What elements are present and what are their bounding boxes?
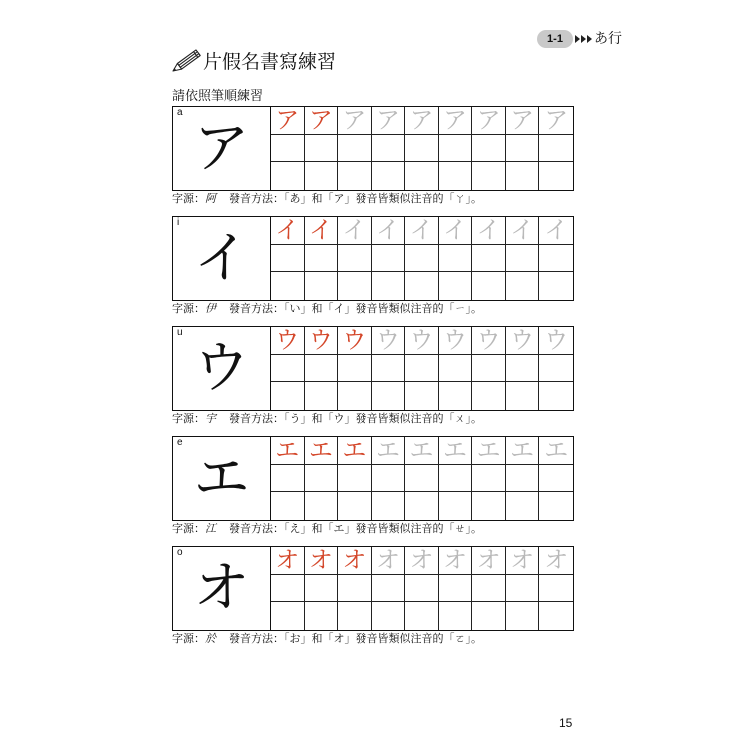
blank-practice-cell bbox=[305, 162, 339, 190]
model-katakana: オ bbox=[193, 555, 250, 621]
tracing-cell bbox=[439, 217, 473, 245]
practice-block-u bbox=[172, 326, 574, 411]
model-character-box bbox=[173, 217, 271, 300]
blank-practice-cell bbox=[472, 492, 506, 520]
blank-practice-cell bbox=[506, 465, 540, 493]
blank-practice-cell bbox=[305, 272, 339, 300]
tracing-cell bbox=[405, 107, 439, 135]
model-katakana: イ bbox=[193, 225, 250, 291]
tracing-cell bbox=[539, 107, 573, 135]
practice-grid bbox=[271, 437, 573, 520]
blank-practice-cell bbox=[372, 465, 406, 493]
tracing-cell bbox=[372, 217, 406, 245]
tracing-cell bbox=[539, 547, 573, 575]
blank-practice-cell bbox=[271, 272, 305, 300]
tracing-cell bbox=[506, 217, 540, 245]
blank-practice-cell bbox=[372, 382, 406, 410]
blank-practice-cell bbox=[338, 382, 372, 410]
source-character: 阿 bbox=[205, 192, 216, 205]
tracing-cell bbox=[439, 107, 473, 135]
trace-glyph: オ bbox=[476, 547, 501, 575]
blank-practice-cell bbox=[305, 245, 339, 273]
blank-practice-cell bbox=[305, 465, 339, 493]
tracing-cell bbox=[372, 547, 406, 575]
blank-practice-cell bbox=[338, 602, 372, 630]
blank-practice-cell bbox=[338, 355, 372, 383]
tracing-cell bbox=[405, 547, 439, 575]
stroke-order-glyph: ウ bbox=[342, 327, 367, 355]
blank-practice-cell bbox=[439, 245, 473, 273]
tracing-cell bbox=[271, 217, 305, 245]
blank-practice-cell bbox=[539, 162, 573, 190]
trace-glyph: オ bbox=[544, 547, 569, 575]
blank-practice-cell bbox=[338, 465, 372, 493]
blank-practice-cell bbox=[439, 575, 473, 603]
blank-practice-cell bbox=[405, 492, 439, 520]
trace-glyph: イ bbox=[342, 217, 367, 245]
trace-glyph: エ bbox=[409, 437, 434, 465]
trace-glyph: ア bbox=[342, 107, 367, 135]
blank-practice-cell bbox=[472, 272, 506, 300]
blank-practice-cell bbox=[506, 602, 540, 630]
tracing-cell bbox=[539, 217, 573, 245]
blank-practice-cell bbox=[439, 162, 473, 190]
source-label: 字源： bbox=[172, 632, 205, 645]
tracing-cell bbox=[472, 107, 506, 135]
tracing-cell bbox=[305, 437, 339, 465]
blank-practice-cell bbox=[405, 245, 439, 273]
trace-glyph: イ bbox=[476, 217, 501, 245]
stroke-order-glyph: エ bbox=[342, 437, 367, 465]
tracing-cell bbox=[439, 547, 473, 575]
pronunciation-note: 發音方法：「お」和「オ」發音皆類似注音的「ㄛ」。 bbox=[229, 632, 482, 645]
trace-glyph: エ bbox=[443, 437, 468, 465]
tracing-cell bbox=[305, 327, 339, 355]
tracing-cell bbox=[506, 107, 540, 135]
practice-grid bbox=[271, 547, 573, 630]
tracing-cell bbox=[338, 547, 372, 575]
tracing-cell bbox=[338, 107, 372, 135]
source-label: 字源： bbox=[172, 302, 205, 315]
source-character: 伊 bbox=[205, 302, 216, 315]
blank-practice-cell bbox=[271, 382, 305, 410]
blank-practice-cell bbox=[539, 492, 573, 520]
tracing-cell bbox=[439, 437, 473, 465]
pronunciation-note: 發音方法：「え」和「エ」發音皆類似注音的「ㄝ」。 bbox=[229, 522, 482, 535]
blank-practice-cell bbox=[539, 272, 573, 300]
stroke-order-glyph: エ bbox=[275, 437, 300, 465]
trace-glyph: エ bbox=[375, 437, 400, 465]
character-note bbox=[172, 302, 482, 316]
blank-practice-cell bbox=[439, 272, 473, 300]
blank-practice-cell bbox=[506, 382, 540, 410]
blank-practice-cell bbox=[506, 272, 540, 300]
blank-practice-cell bbox=[372, 162, 406, 190]
trace-glyph: ア bbox=[510, 107, 535, 135]
tracing-cell bbox=[338, 217, 372, 245]
tracing-cell bbox=[405, 437, 439, 465]
blank-practice-cell bbox=[372, 492, 406, 520]
romaji-label: u bbox=[177, 327, 183, 338]
blank-practice-cell bbox=[472, 465, 506, 493]
pencil-icon bbox=[171, 49, 201, 73]
blank-practice-cell bbox=[439, 382, 473, 410]
blank-practice-cell bbox=[539, 465, 573, 493]
tracing-cell bbox=[539, 327, 573, 355]
tracing-cell bbox=[506, 547, 540, 575]
romaji-label: a bbox=[177, 107, 183, 118]
pronunciation-note: 發音方法：「あ」和「ア」發音皆類似注音的「ㄚ」。 bbox=[229, 192, 482, 205]
section-number: 1-1 bbox=[537, 30, 573, 48]
tracing-cell bbox=[338, 327, 372, 355]
blank-practice-cell bbox=[405, 602, 439, 630]
stroke-order-glyph: ウ bbox=[275, 327, 300, 355]
trace-glyph: エ bbox=[476, 437, 501, 465]
source-character: 宇 bbox=[205, 412, 216, 425]
blank-practice-cell bbox=[305, 492, 339, 520]
stroke-order-glyph: ア bbox=[275, 107, 300, 135]
trace-glyph: ア bbox=[443, 107, 468, 135]
trace-glyph: オ bbox=[375, 547, 400, 575]
blank-practice-cell bbox=[271, 162, 305, 190]
blank-practice-cell bbox=[405, 355, 439, 383]
tracing-cell bbox=[271, 327, 305, 355]
blank-practice-cell bbox=[305, 575, 339, 603]
blank-practice-cell bbox=[472, 162, 506, 190]
tracing-cell bbox=[305, 217, 339, 245]
practice-block-a bbox=[172, 106, 574, 191]
blank-practice-cell bbox=[372, 602, 406, 630]
tracing-cell bbox=[439, 327, 473, 355]
blank-practice-cell bbox=[439, 465, 473, 493]
tracing-cell bbox=[372, 327, 406, 355]
tracing-cell bbox=[372, 107, 406, 135]
tracing-cell bbox=[338, 437, 372, 465]
blank-practice-cell bbox=[271, 465, 305, 493]
tracing-cell bbox=[271, 107, 305, 135]
blank-practice-cell bbox=[506, 575, 540, 603]
blank-practice-cell bbox=[271, 245, 305, 273]
trace-glyph: イ bbox=[409, 217, 434, 245]
stroke-order-glyph: ア bbox=[308, 107, 333, 135]
instruction-text: 請依照筆順練習 bbox=[172, 89, 264, 104]
blank-practice-cell bbox=[539, 355, 573, 383]
tracing-cell bbox=[271, 547, 305, 575]
source-label: 字源： bbox=[172, 522, 205, 535]
blank-practice-cell bbox=[405, 162, 439, 190]
blank-practice-cell bbox=[305, 135, 339, 163]
tracing-cell bbox=[506, 437, 540, 465]
blank-practice-cell bbox=[539, 382, 573, 410]
trace-glyph: オ bbox=[510, 547, 535, 575]
stroke-order-glyph: オ bbox=[275, 547, 300, 575]
blank-practice-cell bbox=[338, 272, 372, 300]
pronunciation-note: 發音方法：「う」和「ウ」發音皆類似注音的「ㄨ」。 bbox=[229, 412, 482, 425]
tracing-cell bbox=[472, 217, 506, 245]
stroke-order-glyph: イ bbox=[308, 217, 333, 245]
tracing-cell bbox=[305, 547, 339, 575]
practice-grid bbox=[271, 217, 573, 300]
practice-block-o bbox=[172, 546, 574, 631]
tracing-cell bbox=[271, 437, 305, 465]
trace-glyph: オ bbox=[443, 547, 468, 575]
blank-practice-cell bbox=[472, 602, 506, 630]
blank-practice-cell bbox=[539, 245, 573, 273]
trace-glyph: イ bbox=[544, 217, 569, 245]
tracing-cell bbox=[472, 327, 506, 355]
blank-practice-cell bbox=[506, 162, 540, 190]
page-number: 15 bbox=[559, 716, 573, 730]
blank-practice-cell bbox=[506, 492, 540, 520]
stroke-order-glyph: エ bbox=[308, 437, 333, 465]
trace-glyph: イ bbox=[510, 217, 535, 245]
blank-practice-cell bbox=[338, 245, 372, 273]
character-note bbox=[172, 522, 482, 536]
blank-practice-cell bbox=[506, 135, 540, 163]
trace-glyph: エ bbox=[544, 437, 569, 465]
blank-practice-cell bbox=[271, 355, 305, 383]
tracing-cell bbox=[405, 217, 439, 245]
trace-glyph: ウ bbox=[510, 327, 535, 355]
blank-practice-cell bbox=[539, 135, 573, 163]
blank-practice-cell bbox=[472, 135, 506, 163]
practice-grid bbox=[271, 107, 573, 190]
blank-practice-cell bbox=[405, 465, 439, 493]
blank-practice-cell bbox=[405, 272, 439, 300]
trace-glyph: ウ bbox=[443, 327, 468, 355]
trace-glyph: オ bbox=[409, 547, 434, 575]
source-label: 字源： bbox=[172, 412, 205, 425]
model-character-box bbox=[173, 107, 271, 190]
blank-practice-cell bbox=[305, 382, 339, 410]
blank-practice-cell bbox=[439, 355, 473, 383]
blank-practice-cell bbox=[472, 355, 506, 383]
trace-glyph: エ bbox=[510, 437, 535, 465]
blank-practice-cell bbox=[472, 245, 506, 273]
stroke-order-glyph: オ bbox=[342, 547, 367, 575]
source-character: 江 bbox=[205, 522, 216, 535]
trace-glyph: ウ bbox=[409, 327, 434, 355]
model-character-box bbox=[173, 327, 271, 410]
blank-practice-cell bbox=[338, 575, 372, 603]
tracing-cell bbox=[472, 547, 506, 575]
character-note bbox=[172, 412, 482, 426]
blank-practice-cell bbox=[305, 602, 339, 630]
character-note bbox=[172, 632, 482, 646]
stroke-order-glyph: オ bbox=[308, 547, 333, 575]
blank-practice-cell bbox=[506, 355, 540, 383]
blank-practice-cell bbox=[372, 575, 406, 603]
trace-glyph: ア bbox=[544, 107, 569, 135]
section-title: あ行 bbox=[594, 31, 622, 47]
practice-block-e bbox=[172, 436, 574, 521]
blank-practice-cell bbox=[405, 135, 439, 163]
blank-practice-cell bbox=[372, 355, 406, 383]
blank-practice-cell bbox=[271, 602, 305, 630]
blank-practice-cell bbox=[439, 602, 473, 630]
tracing-cell bbox=[506, 327, 540, 355]
tracing-cell bbox=[539, 437, 573, 465]
blank-practice-cell bbox=[439, 492, 473, 520]
page-title: 片假名書寫練習 bbox=[203, 51, 337, 73]
practice-block-i bbox=[172, 216, 574, 301]
blank-practice-cell bbox=[338, 492, 372, 520]
blank-practice-cell bbox=[305, 355, 339, 383]
blank-practice-cell bbox=[271, 492, 305, 520]
blank-practice-cell bbox=[539, 602, 573, 630]
blank-practice-cell bbox=[506, 245, 540, 273]
pronunciation-note: 發音方法：「い」和「イ」發音皆類似注音的「ㄧ」。 bbox=[229, 302, 482, 315]
trace-glyph: ウ bbox=[476, 327, 501, 355]
trace-glyph: イ bbox=[443, 217, 468, 245]
model-character-box bbox=[173, 437, 271, 520]
source-character: 於 bbox=[205, 632, 216, 645]
blank-practice-cell bbox=[372, 272, 406, 300]
trace-glyph: ア bbox=[409, 107, 434, 135]
blank-practice-cell bbox=[338, 135, 372, 163]
tracing-cell bbox=[305, 107, 339, 135]
tracing-cell bbox=[472, 437, 506, 465]
blank-practice-cell bbox=[338, 162, 372, 190]
practice-grid bbox=[271, 327, 573, 410]
blank-practice-cell bbox=[439, 135, 473, 163]
romaji-label: e bbox=[177, 437, 183, 448]
blank-practice-cell bbox=[271, 135, 305, 163]
tracing-cell bbox=[372, 437, 406, 465]
blank-practice-cell bbox=[271, 575, 305, 603]
blank-practice-cell bbox=[405, 382, 439, 410]
blank-practice-cell bbox=[405, 575, 439, 603]
trace-glyph: ア bbox=[476, 107, 501, 135]
tracing-cell bbox=[405, 327, 439, 355]
trace-glyph: ア bbox=[375, 107, 400, 135]
model-katakana: ウ bbox=[193, 335, 250, 401]
blank-practice-cell bbox=[539, 575, 573, 603]
triple-arrow-icon bbox=[575, 34, 593, 44]
character-note bbox=[172, 192, 482, 206]
blank-practice-cell bbox=[472, 575, 506, 603]
model-katakana: エ bbox=[193, 445, 250, 511]
blank-practice-cell bbox=[472, 382, 506, 410]
trace-glyph: ウ bbox=[544, 327, 569, 355]
model-katakana: ア bbox=[193, 115, 250, 181]
stroke-order-glyph: ウ bbox=[308, 327, 333, 355]
trace-glyph: ウ bbox=[375, 327, 400, 355]
trace-glyph: イ bbox=[375, 217, 400, 245]
stroke-order-glyph: イ bbox=[275, 217, 300, 245]
romaji-label: o bbox=[177, 547, 183, 558]
blank-practice-cell bbox=[372, 245, 406, 273]
source-label: 字源： bbox=[172, 192, 205, 205]
romaji-label: i bbox=[177, 217, 180, 228]
blank-practice-cell bbox=[372, 135, 406, 163]
model-character-box bbox=[173, 547, 271, 630]
